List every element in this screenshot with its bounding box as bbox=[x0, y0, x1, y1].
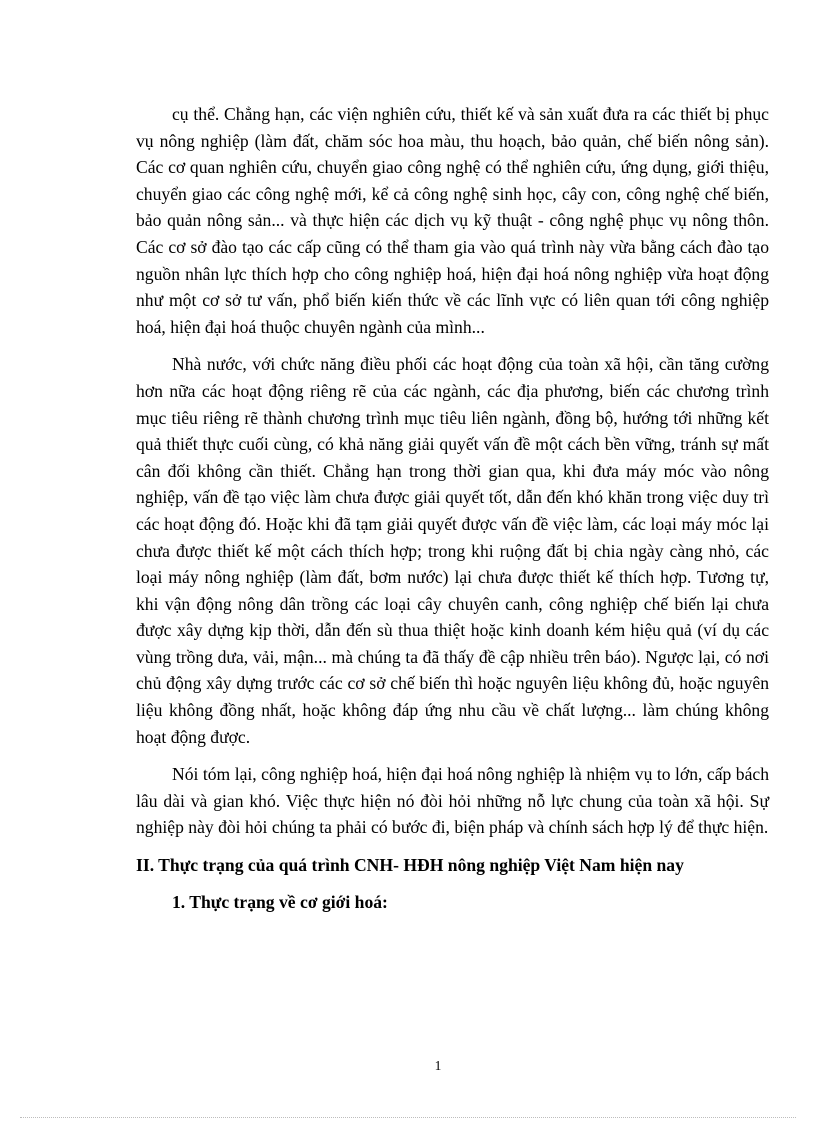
page-number: 1 bbox=[434, 1058, 442, 1073]
page-bottom-divider bbox=[20, 1117, 796, 1118]
document-body bbox=[136, 101, 769, 915]
section-heading: II. Thực trạng của quá trình CNH- HĐH nông nghiệp Việt Nam hiện nay bbox=[136, 855, 684, 876]
body-paragraph: Nói tóm lại, công nghiệp hoá, hiện đại hoá nông nghiệp là nhiệm vụ to lớn, cấp bách lâu dài và gian khó. Việc thực hiện nó đòi hỏi những nỗ lực chung của toàn xã hội. Sự nghiệp này đòi hỏi chúng ta phải có bước đi, biện pháp và chính sách hợp lý để thực hiện. bbox=[136, 764, 769, 838]
body-paragraph: cụ thể. Chẳng hạn, các viện nghiên cứu, thiết kế và sản xuất đưa ra các thiết bị phục vụ nông nghiệp (làm đất, chăm sóc hoa màu, thu hoạch, bảo quản, chế biến nông sản). Các cơ quan nghiên cứu, chuyển giao công nghệ có thể nghiên cứu, ứng dụng, giới thiệu, chuyển giao các công nghệ mới, kể cả công nghệ sinh học, cây con, công nghệ chế biến, bảo quản nông sản... và thực hiện các dịch vụ kỹ thuật - công nghệ phục vụ nông thôn. Các cơ sở đào tạo các cấp cũng có thể tham gia vào quá trình này vừa bằng cách đào tạo nguồn nhân lực thích hợp cho công nghiệp hoá, hiện đại hoá nông nghiệp vừa hoạt động như một cơ sở tư vấn, phổ biến kiến thức về các lĩnh vực có liên quan tới công nghiệp hoá, hiện đại hoá thuộc chuyên ngành của mình... bbox=[136, 104, 769, 337]
body-paragraph: Nhà nước, với chức năng điều phối các hoạt động của toàn xã hội, cần tăng cường hơn nữa các hoạt động riêng rẽ của các ngành, các địa phương, biến các chương trình mục tiêu riêng rẽ thành chương trình mục tiêu liên ngành, đồng bộ, hướng tới những kết quả thiết thực cuối cùng, có khả năng giải quyết vấn đề một cách bền vững, tránh sự mất cân đối không cần thiết. Chẳng hạn trong thời gian qua, khi đưa máy móc vào nông nghiệp, vấn đề tạo việc làm chưa được giải quyết tốt, dẫn đến khó khăn trong việc duy trì các hoạt động đó. Hoặc khi đã tạm giải quyết được vấn đề việc làm, các loại máy móc lại chưa được thiết kế một cách thích hợp; trong khi ruộng đất bị chia ngày càng nhỏ, các loại máy nông nghiệp (làm đất, bơm nước) lại chưa được thiết kế thích hợp. Tương tự, khi vận động nông dân trồng các loại cây chuyên canh, công nghiệp chế biến lại chưa được xây dựng kịp thời, dẫn đến sù thua thiệt hoặc kinh doanh kém hiệu quả (ví dụ các vùng trồng dưa, vải, mận... mà chúng ta đã thấy đề cập nhiều trên báo). Ngược lại, có nơi chủ động xây dựng trước các cơ sở chế biến thì hoặc nguyên liệu không đủ, hoặc nguyên liệu không đồng nhất, hoặc không đáp ứng nhu cầu về chất lượng... làm chúng không hoạt động được. bbox=[136, 354, 769, 747]
subsection-heading: 1. Thực trạng về cơ giới hoá: bbox=[172, 891, 388, 912]
